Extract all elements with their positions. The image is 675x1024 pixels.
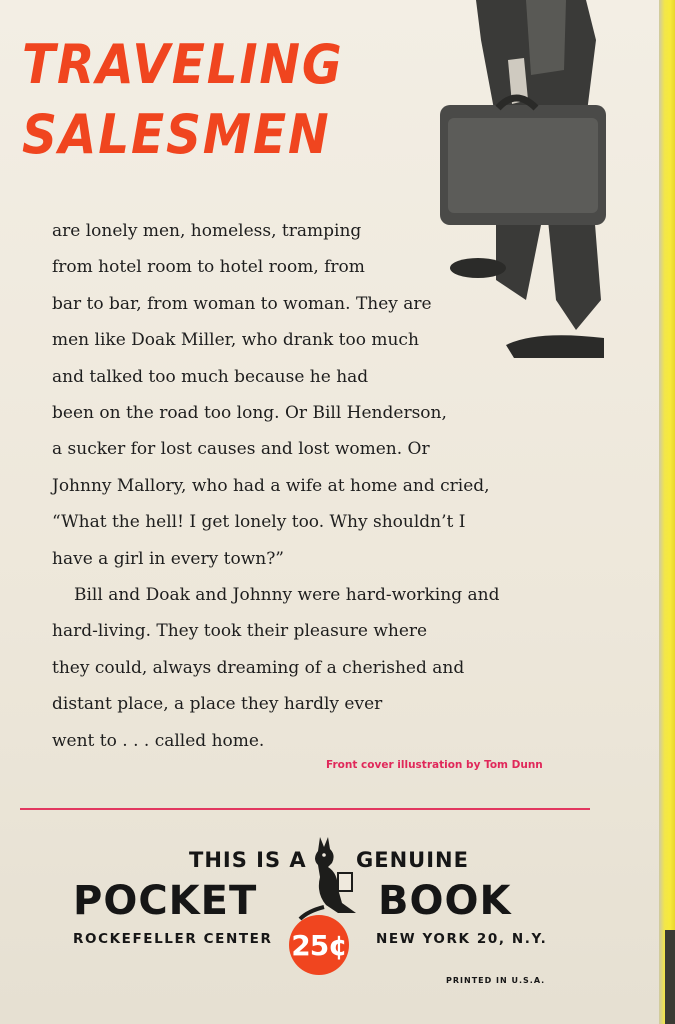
blurb-line: been on the road too long. Or Bill Henderson, [52,403,447,424]
spine-dark-strip [665,930,675,1024]
blurb-line: Johnny Mallory, who had a wife at home and cried, [52,475,490,496]
blurb-line: men like Doak Miller, who drank too much [52,330,419,351]
blurb-line: bar to bar, from woman to woman. They are [52,293,432,314]
illustration-credit: Front cover illustration by Tom Dunn [326,759,543,771]
cover-headline [22,30,344,170]
imprint-pocket: POCKET [73,878,258,924]
kangaroo-mascot-icon [298,833,374,925]
imprint-rockefeller-center: ROCKEFELLER CENTER [73,931,273,947]
divider-rule [20,808,590,810]
blurb-line: went to . . . called home. [52,730,265,751]
price-badge: 25¢ [289,915,349,975]
headline-line-2: SALESMEN [22,103,331,166]
blurb-line: a sucker for lost causes and lost women. Or [52,439,430,460]
blurb-line: they could, always dreaming of a cherished and [52,657,465,678]
imprint-new-york: NEW YORK 20, N.Y. [376,931,548,947]
yellow-spine-edge [659,0,675,1024]
imprint-book: BOOK [378,878,512,924]
headline-line-1: TRAVELING [22,33,344,96]
blurb-line: distant place, a place they hardly ever [52,694,383,715]
blurb-line: hard-living. They took their pleasure where [52,621,428,642]
blurb-line: are lonely men, homeless, tramping [52,221,362,241]
blurb-line: “What the hell! I get lonely too. Why shouldn’t I [52,512,466,533]
blurb-line: have a girl in every town?” [52,548,284,569]
blurb-text [52,213,612,759]
printed-in-usa: PRINTED IN U.S.A. [446,976,546,985]
blurb-line: from hotel room to hotel room, from [52,257,365,278]
blurb-line: Bill and Doak and Johnny were hard-working and [74,585,500,606]
imprint-genuine: GENUINE [356,848,469,872]
imprint-this-is-a: THIS IS A [189,848,307,872]
blurb-line: and talked too much because he had [52,366,369,387]
